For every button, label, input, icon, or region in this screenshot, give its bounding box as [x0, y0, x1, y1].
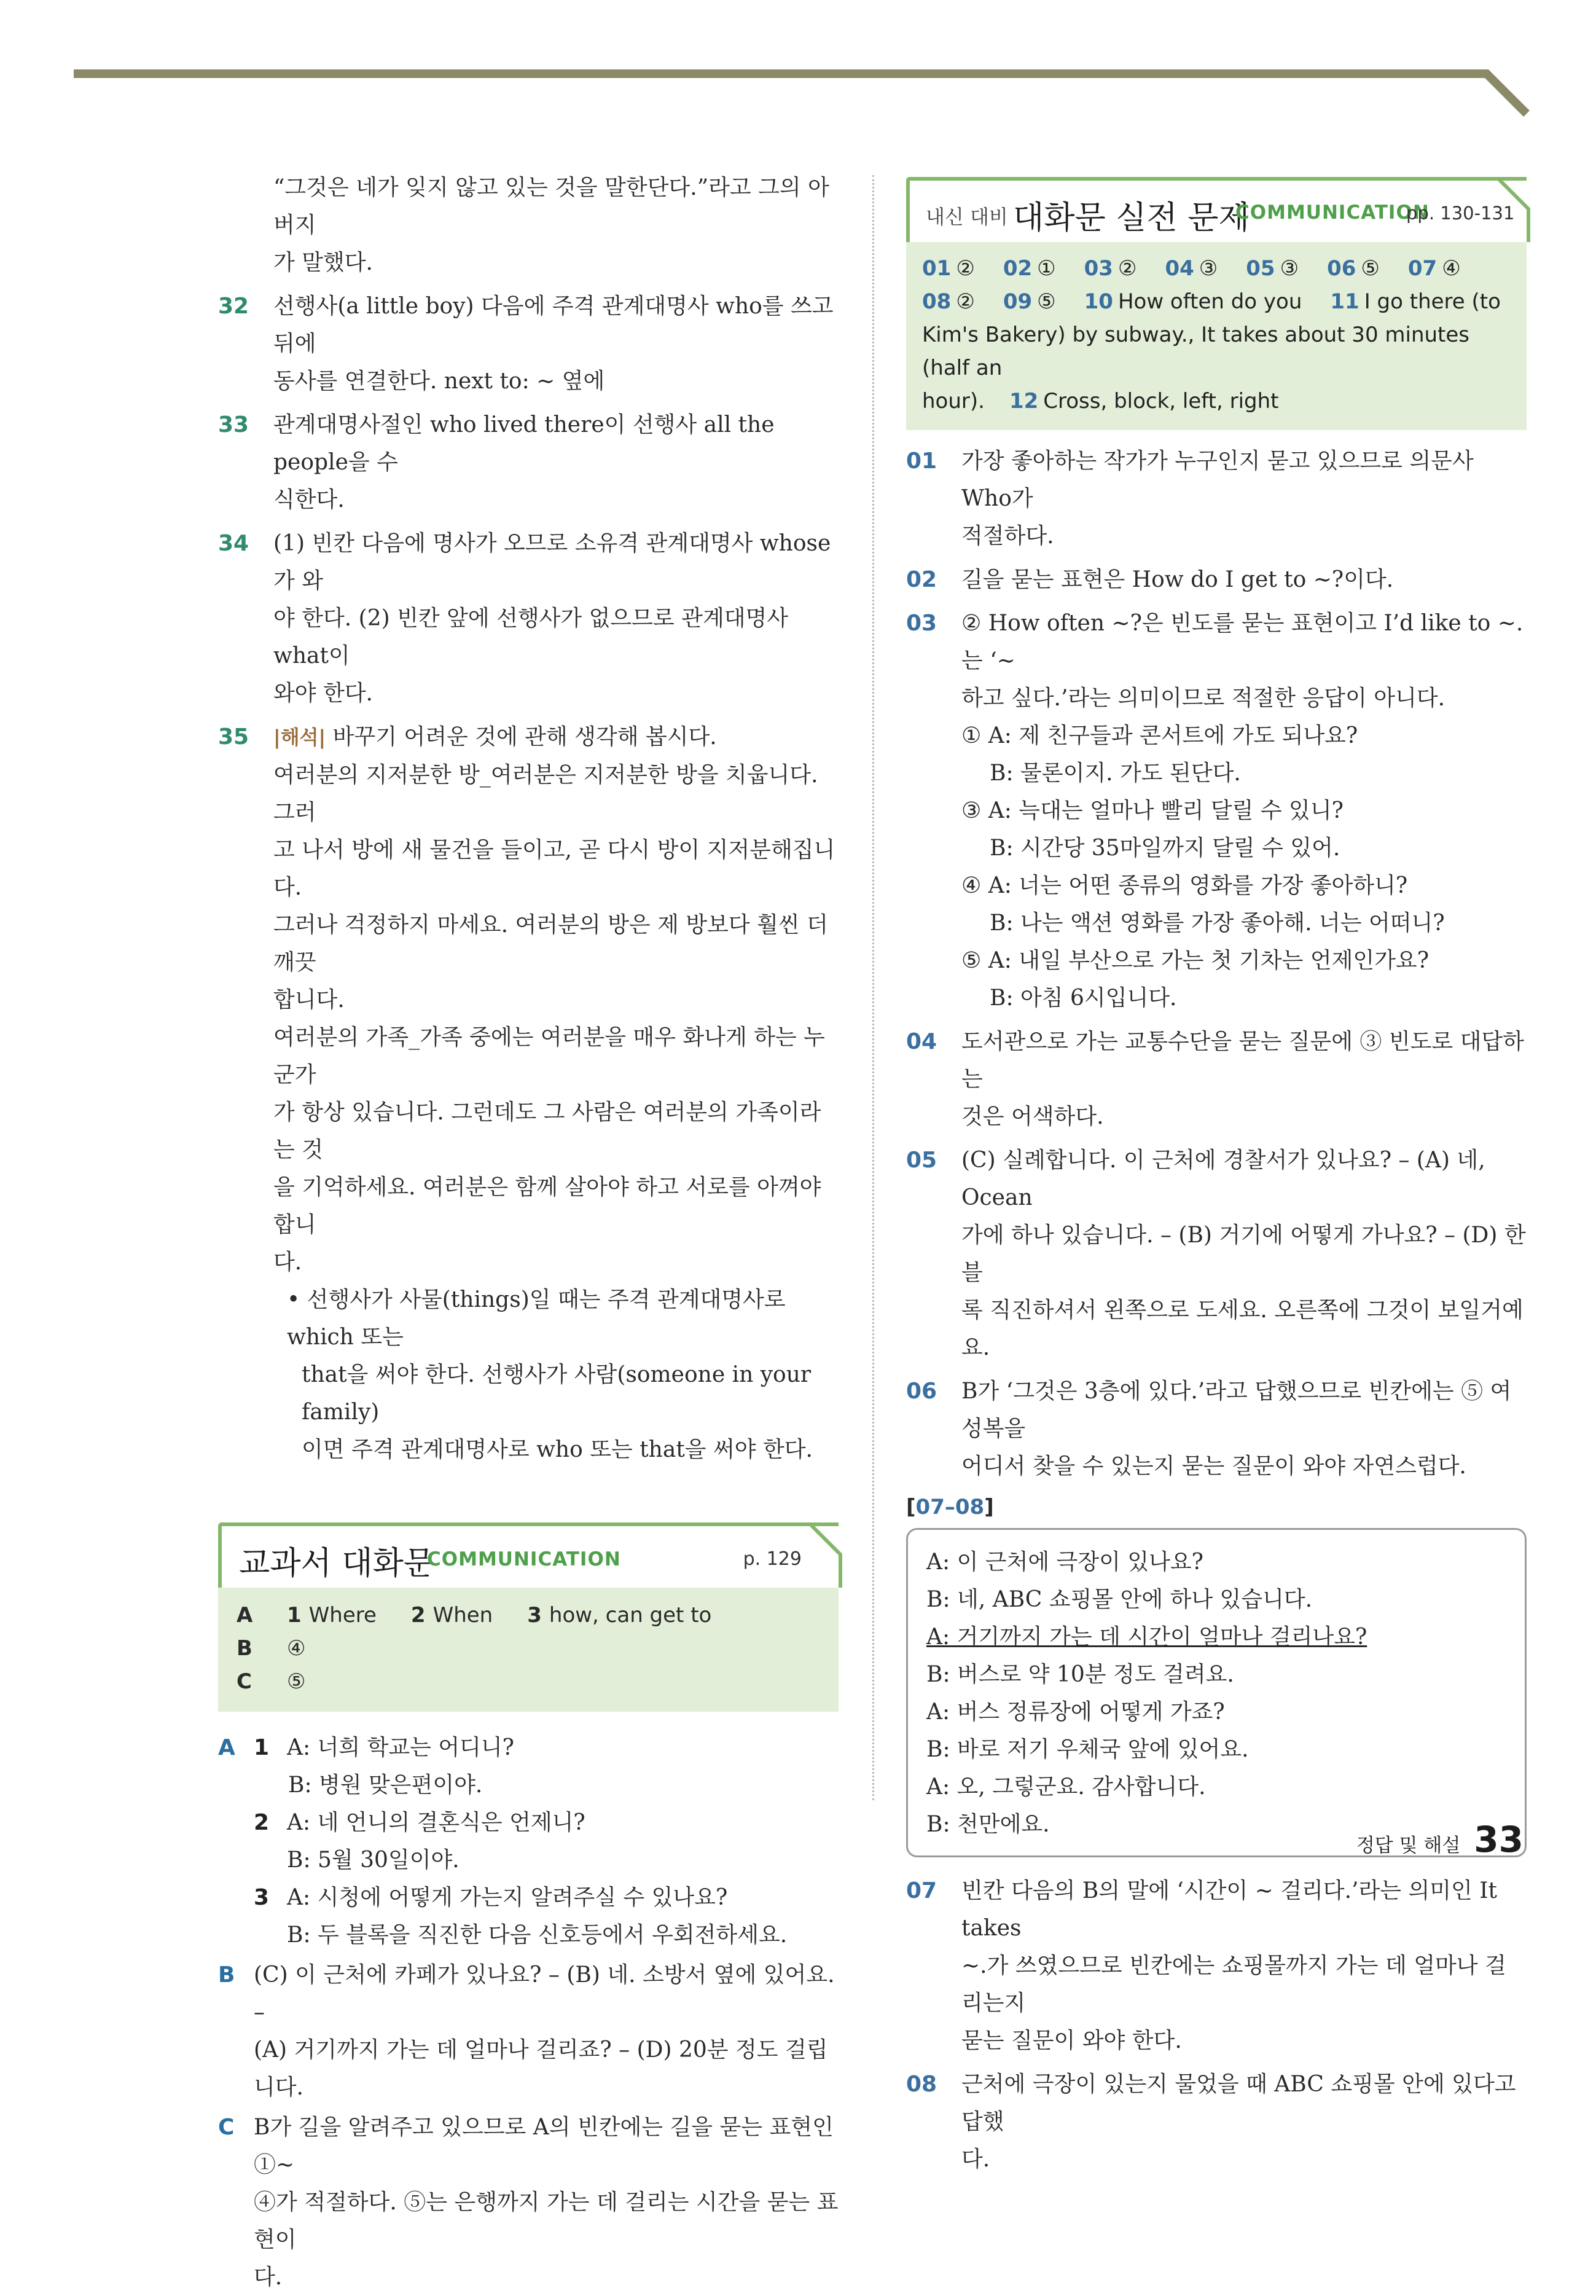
- entry-number: 2: [254, 1810, 270, 1835]
- item-number: 05: [906, 1148, 937, 1173]
- item-number: 07: [906, 1878, 937, 1903]
- item-line: 길을 묻는 표현은 How do I get to ~?이다.: [961, 567, 1394, 592]
- item-line: 야 한다. (2) 빈칸 앞에 선행사가 없으므로 관계대명사 what이: [273, 606, 789, 668]
- header-corner-decoration: [1493, 177, 1530, 242]
- section-line: (A) 거기까지 가는 데 얼마나 걸리죠? – (D) 20분 정도 걸립니다.: [254, 2037, 828, 2100]
- answer-key: B: [237, 1636, 252, 1661]
- exam-answers: [906, 242, 1527, 430]
- page-number: 33: [1474, 1819, 1524, 1860]
- sub-line: ① A: 제 친구들과 콘서트에 가도 되나요?: [961, 723, 1358, 748]
- answer-key: C: [237, 1669, 252, 1694]
- item-line: 것은 어색하다.: [961, 1104, 1104, 1129]
- item-line: ② How often ~?은 빈도를 묻는 표현이고 I’d like to ~.는 ‘~: [961, 611, 1524, 673]
- translation-tag: |해석|: [273, 726, 326, 749]
- title-part: 대화문: [342, 1545, 434, 1582]
- intro-text: [218, 169, 839, 281]
- right-column: [906, 177, 1527, 2178]
- section-line: ④가 적절하다. ⑤는 은행까지 가는 데 걸리는 시간을 묻는 표현이: [254, 2190, 839, 2252]
- sub-line: B: 나는 액션 영화를 가장 좋아해. 너는 어떠니?: [990, 911, 1445, 936]
- item-number: 04: [906, 1029, 937, 1054]
- explanation-item: [906, 2066, 1527, 2178]
- note-line: 이면 주격 관계대명사로 who 또는 that을 써야 한다.: [302, 1437, 813, 1462]
- communication-label: COMMUNICATION: [1235, 202, 1430, 224]
- answer-row: [237, 1632, 820, 1665]
- page-footer: [1356, 1819, 1524, 1860]
- item-line: 근처에 극장이 있는지 물었을 때 ABC 쇼핑몰 안에 있다고 답했: [961, 2072, 1516, 2134]
- section-line: B가 길을 알려주고 있으므로 A의 빈칸에는 길을 묻는 표현인 ①~: [254, 2115, 834, 2177]
- item-line: (C) 실례합니다. 이 근처에 경찰서가 있나요? – (A) 네, Ocean: [961, 1148, 1485, 1210]
- section-a: [218, 1729, 839, 2296]
- answer-item: [218, 288, 839, 400]
- dialog-line: B: 천만에요.: [926, 1812, 1050, 1837]
- grammar-note: [218, 1281, 839, 1468]
- explanation-item: [906, 1872, 1527, 2059]
- section-b: [218, 1956, 839, 2106]
- section-key: C: [218, 2115, 235, 2140]
- answer-item: [218, 406, 839, 519]
- para-line: 그러나 걱정하지 마세요. 여러분의 방은 제 방보다 훨씬 더 깨끗: [273, 912, 828, 975]
- answer-value: 3 how, can get to: [527, 1603, 712, 1628]
- question-range-label: [07–08]: [906, 1495, 994, 1519]
- item-line: 도서관으로 가는 교통수단을 묻는 질문에 ③ 빈도로 대답하는: [961, 1029, 1524, 1092]
- sub-line: ③ A: 늑대는 얼마나 빨리 달릴 수 있니?: [961, 798, 1344, 823]
- sub-line: B: 물론이지. 가도 된단다.: [990, 761, 1241, 786]
- item-line: 가장 좋아하는 작가가 누구인지 묻고 있으므로 의문사 Who가: [961, 449, 1474, 511]
- exam-header: [906, 177, 1527, 242]
- section-line: 다.: [254, 2265, 283, 2290]
- dialog-box: [906, 1528, 1527, 1857]
- item-number: 03: [906, 611, 937, 636]
- item-line: 다.: [961, 2147, 990, 2172]
- answer-item: [218, 525, 839, 712]
- item-number: 06: [906, 1379, 937, 1404]
- section-line: (C) 이 근처에 카페가 있나요? – (B) 네. 소방서 옆에 있어요. –: [254, 1962, 835, 2025]
- exam-prefix: 내신 대비: [926, 205, 1008, 229]
- item-line: 빈칸 다음의 B의 말에 ‘시간이 ~ 걸리다.’라는 의미인 It takes: [961, 1878, 1497, 1941]
- para-line: 가 항상 있습니다. 그런데도 그 사람은 여러분의 가족이라는 것: [273, 1100, 821, 1162]
- translation-first-line: [273, 718, 839, 756]
- answer-row: [237, 1599, 820, 1632]
- header-corner-decoration: [805, 1522, 842, 1588]
- answer-value: ④: [287, 1636, 306, 1661]
- translation-title: 바꾸기 어려운 것에 관해 생각해 봅시다.: [326, 724, 717, 750]
- dialog-line: A: 너희 학교는 어디니?: [287, 1735, 514, 1760]
- para-line: 합니다.: [273, 987, 345, 1013]
- answer-value: 2 When: [410, 1603, 493, 1628]
- answers-line: hour). 12 Cross, block, left, right: [922, 389, 1279, 413]
- item-line: 식한다.: [273, 487, 345, 512]
- para-line: 여러분의 지저분한 방_여러분은 지저분한 방을 치웁니다. 그러: [273, 762, 818, 825]
- exam-explanations-2: [906, 1872, 1527, 2178]
- explanation-item: [906, 1373, 1527, 1485]
- item-number: 34: [218, 531, 249, 556]
- item-line: 하고 싶다.’라는 의미이므로 적절한 응답이 아니다.: [961, 686, 1445, 711]
- dialog-line: B: 바로 저기 우체국 앞에 있어요.: [926, 1737, 1249, 1762]
- item-line: B가 ‘그것은 3층에 있다.’라고 답했으므로 빈칸에는 ⑤ 여성복을: [961, 1379, 1512, 1441]
- item-line: (1) 빈칸 다음에 명사가 오므로 소유격 관계대명사 whose가 와: [273, 531, 831, 594]
- answer-key: A: [237, 1603, 253, 1628]
- sub-line: B: 아침 6시입니다.: [990, 985, 1177, 1011]
- answers-line: Kim's Bakery) by subway., It takes about 30 minutes (half an: [922, 323, 1470, 380]
- top-rule-bar: [0, 0, 1596, 135]
- section-c: [218, 2109, 839, 2296]
- title-part: 교과서: [239, 1545, 342, 1582]
- item-number: 32: [218, 294, 249, 319]
- section-a-entry: [218, 1804, 839, 1879]
- exam-explanations: [906, 442, 1527, 1485]
- note-line: that을 써야 한다. 선행사가 사람(someone in your family): [302, 1362, 812, 1425]
- entry-number: 1: [254, 1735, 270, 1760]
- explanation-item: [906, 561, 1527, 598]
- answer-item-35: [218, 718, 839, 1281]
- para-line: 여러분의 가족_가족 중에는 여러분을 매우 화나게 하는 누군가: [273, 1025, 825, 1087]
- dialog-line: A: 시청에 어떻게 가는지 알려주실 수 있나요?: [287, 1885, 728, 1910]
- intro-line: 가 말했다.: [273, 250, 373, 275]
- dialog-line: A: 오, 그렇군요. 감사합니다.: [926, 1774, 1206, 1800]
- item-line: 와야 한다.: [273, 681, 373, 706]
- dialog-line: A: 이 근처에 극장이 있나요?: [926, 1550, 1203, 1575]
- item-line: 록 직진하셔서 왼쪽으로 도세요. 오른쪽에 그것이 보일거예요.: [961, 1298, 1524, 1360]
- dialog-line: B: 병원 맞은편이야.: [288, 1773, 483, 1798]
- item-number: 35: [218, 724, 249, 750]
- textbook-answers: [218, 1588, 839, 1712]
- sub-line: ⑤ A: 내일 부산으로 가는 첫 기차는 언제인가요?: [961, 948, 1429, 973]
- sub-line: B: 시간당 35마일까지 달릴 수 있어.: [990, 836, 1340, 861]
- entry-number: 3: [254, 1885, 270, 1910]
- item-number: 33: [218, 412, 249, 437]
- explanation-item: [906, 1023, 1527, 1135]
- page-reference: p. 129: [743, 1548, 802, 1570]
- communication-label: COMMUNICATION: [427, 1548, 621, 1570]
- item-line: 묻는 질문이 와야 한다.: [961, 2028, 1182, 2053]
- para-line: 다.: [273, 1250, 302, 1275]
- item-line: 가에 하나 있습니다. – (B) 거기에 어떻게 가나요? – (D) 한 블: [961, 1223, 1526, 1285]
- dialog-line-underlined: A: 거기까지 가는 데 시간이 얼마나 걸리나요?: [926, 1624, 1367, 1650]
- answers-line: 01 ② 02 ① 03 ② 04 ③ 05 ③ 06 ⑤ 07 ④: [922, 256, 1461, 281]
- item-line: 선행사(a little boy) 다음에 주격 관계대명사 who를 쓰고 뒤에: [273, 294, 834, 356]
- para-line: 을 기억하세요. 여러분은 함께 살아야 하고 서로를 아껴야 합니: [273, 1175, 821, 1237]
- answer-row: [237, 1665, 820, 1698]
- item-line: 관계대명사절인 who lived there이 선행사 all the people을 수: [273, 412, 775, 475]
- dialog-line: B: 네, ABC 쇼핑몰 안에 하나 있습니다.: [926, 1587, 1313, 1612]
- sub-line: ④ A: 너는 어떤 종류의 영화를 가장 좋아하니?: [961, 873, 1408, 898]
- dialog-line: B: 두 블록을 직진한 다음 신호등에서 우회전하세요.: [287, 1922, 788, 1948]
- left-column: [218, 169, 839, 2296]
- page-reference: pp. 130-131: [1406, 203, 1515, 224]
- dialog-line: A: 네 언니의 결혼식은 언제니?: [287, 1810, 585, 1835]
- column-divider: [872, 175, 874, 1800]
- explanation-item: [906, 442, 1527, 555]
- answer-value: ⑤: [287, 1669, 306, 1694]
- dialog-line: B: 버스로 약 10분 정도 걸려요.: [926, 1662, 1234, 1687]
- dialog-line: A: 버스 정류장에 어떻게 가죠?: [926, 1699, 1225, 1725]
- item-line: 동사를 연결한다. next to: ~ 옆에: [273, 369, 605, 394]
- footer-label: 정답 및 해설: [1356, 1835, 1461, 1857]
- section-key: B: [218, 1962, 235, 1988]
- item-number: 02: [906, 567, 937, 592]
- explanation-item: [906, 1142, 1527, 1366]
- answers-line: 08 ② 09 ⑤ 10 How often do you 11 I go there (to: [922, 289, 1501, 314]
- explanation-item: [906, 605, 1527, 1017]
- item-line: 적절하다.: [961, 523, 1054, 549]
- item-line: ~.가 쓰였으므로 빈칸에는 쇼핑몰까지 가는 데 얼마나 걸리는지: [961, 1953, 1506, 2016]
- dialog-line: B: 5월 30일이야.: [287, 1847, 460, 1873]
- para-line: 고 나서 방에 새 물건을 들이고, 곧 다시 방이 지저분해집니다.: [273, 837, 835, 900]
- note-line: • 선행사가 사물(things)일 때는 주격 관계대명사로 which 또는: [287, 1287, 786, 1350]
- item-line: 어디서 찾을 수 있는지 묻는 질문이 와야 자연스럽다.: [961, 1454, 1466, 1479]
- section-a-entry: [218, 1879, 839, 1954]
- item-number: 08: [906, 2072, 937, 2097]
- answer-value: 1 Where: [287, 1603, 377, 1628]
- textbook-dialogue-header: [218, 1522, 839, 1588]
- exam-title: 대화문 실전 문제: [1013, 200, 1250, 237]
- section-title: [239, 1537, 434, 1583]
- intro-line: “그것은 네가 잊지 않고 있는 것을 말한단다.”라고 그의 아버지: [273, 175, 829, 238]
- section-key: A: [218, 1735, 235, 1760]
- item-number: 01: [906, 449, 937, 474]
- section-a-entry: [218, 1729, 839, 1804]
